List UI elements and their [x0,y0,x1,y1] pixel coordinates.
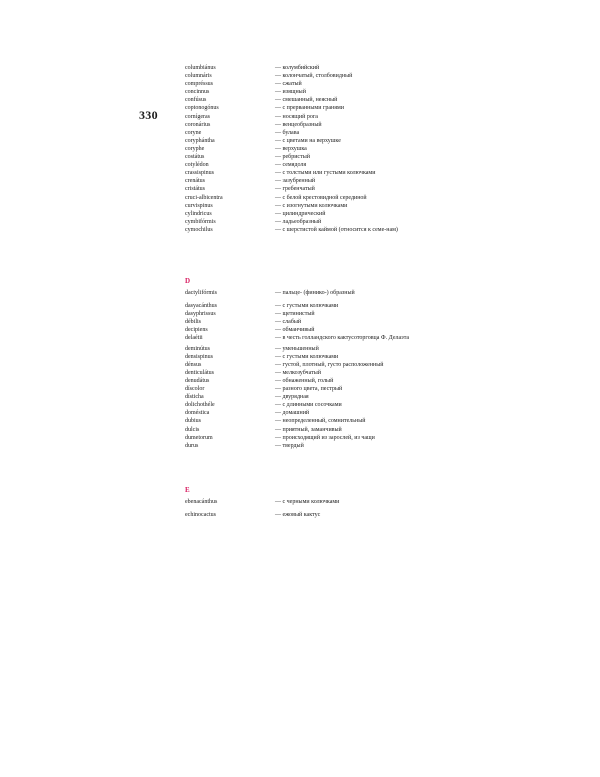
section-letter: D [185,277,191,285]
latin-term: dumetorum [185,434,213,441]
translation: — колумбийский [275,65,320,71]
dictionary-entry [185,72,425,80]
latin-term: ebenacánthus [185,499,218,505]
translation: — обнаженный, голый [275,377,334,384]
translation: — обманчивый [275,327,315,334]
latin-term: cristátus [185,186,205,193]
translation: — с густыми колючками [275,353,339,360]
dictionary-entry [185,202,425,210]
latin-term: columnáris [185,73,212,80]
section-c [185,64,425,234]
latin-term: curvispinus [185,202,213,209]
latin-term: débilis [185,319,201,326]
latin-term: dasyacánthus [185,303,217,310]
translation: — двурядная [275,394,309,401]
translation: — происходящий из зарослей, из чащи [275,434,375,441]
latin-term: coptonogónus [185,105,219,112]
dictionary-entry [185,498,425,506]
latin-term: cylindricus [185,210,212,217]
latin-term: densispinus [185,353,214,360]
translation: — с густыми колючками [275,303,339,310]
dictionary-entry [185,104,425,112]
dictionary-entry [185,80,425,88]
dictionary-entry [185,377,425,385]
translation: — с толстыми или густыми колючками [275,170,376,177]
latin-term: dénsus [185,361,202,368]
dictionary-entry [185,442,425,450]
latin-term: coronárius [185,121,211,128]
translation: — зазубренный [275,178,316,185]
translation: — семядоля [275,162,307,169]
dictionary-entry [185,409,425,417]
latin-term: coryne [185,129,202,136]
dictionary-entry [185,334,425,342]
translation: — изящный [275,89,306,96]
latin-term: dasyphrissus [185,311,216,318]
dictionary-entry [185,226,425,234]
section-letter: E [185,486,190,494]
dictionary-entry [185,426,425,434]
dictionary-entry [185,129,425,137]
translation: — щетинистый [275,311,315,318]
translation: — смешанный, неясный [275,97,338,104]
dictionary-entry [185,369,425,377]
dictionary-entry [185,64,425,72]
section-d [185,277,425,450]
translation: — уменьшенный [275,345,319,352]
latin-term: dubius [185,418,202,425]
latin-term: denudátus [185,377,210,384]
dictionary-entry [185,326,425,334]
latin-term: dactylifórmis [185,290,217,296]
latin-term: cymochilus [185,226,213,233]
dictionary-entry [185,401,425,409]
dictionary-entry [185,434,425,442]
translation: — мелкозубчатый [275,369,321,376]
translation: — цилиндрический [275,210,326,217]
dictionary-entry [185,361,425,369]
dictionary-entry [185,194,425,202]
latin-term: dolichothéle [185,402,215,409]
translation: — гребенчатый [275,186,315,193]
translation: — венцеобразный [275,121,322,128]
translation: — с шерстистой каймой (относится к семе-нам) [275,226,398,233]
translation: — с цветами на верхушке [275,137,341,144]
dictionary-entry [185,345,425,353]
translation: — приятный, заманчивый [275,426,342,433]
translation: — в честь голландского кактусоторговца Ф. Делаэта [275,335,410,342]
dictionary-entry [185,511,425,519]
translation: — разного цвета, пестрый [275,386,343,393]
translation: — с прерванными гранями [275,105,345,112]
latin-term: costátus [185,154,205,161]
dictionary-entry [185,137,425,145]
latin-term: cruci-albicentra [185,194,223,201]
latin-term: compréssus [185,81,213,88]
section-e [185,486,425,519]
dictionary-entry [185,385,425,393]
dictionary-entry [185,289,425,297]
translation: — слабый [275,319,302,326]
latin-term: durus [185,442,199,449]
dictionary-entry [185,318,425,326]
translation: — ежовый кактус [275,512,321,519]
dictionary-entry [185,302,425,310]
dictionary-entry [185,218,425,226]
translation: — густой, плотный, густо расположенный [275,361,384,368]
latin-term: cornígeras [185,113,210,120]
dictionary-entry [185,88,425,96]
latin-term: deminútus [185,345,210,352]
dictionary-entry [185,185,425,193]
translation: — булава [275,129,300,136]
translation: — с длинными сосочками [275,402,342,409]
dictionary-entry [185,417,425,425]
dictionary-entry [185,121,425,129]
dictionary-entry [185,169,425,177]
dictionary-entry [185,353,425,361]
latin-term: crassispinus [185,170,214,177]
latin-term: cymbifórmis [185,218,216,225]
translation: — верхушка [275,145,307,152]
translation: — ладьеобразный [275,218,322,225]
latin-term: columbiánus [185,65,216,71]
dictionary-entry [185,393,425,401]
latin-term: decipiens [185,327,208,334]
dictionary-entry [185,153,425,161]
latin-term: cotylédon [185,162,209,169]
dictionary-entry [185,177,425,185]
dictionary-entry [185,113,425,121]
translation: — с изогнутыми колючками [275,202,348,209]
dictionary-entry [185,96,425,104]
translation: — неопределенный, сомнительный [275,418,366,425]
dictionary-entry [185,210,425,218]
translation: — ребристый [275,154,310,161]
translation: — сжатый [275,81,302,88]
translation: — носящий рога [275,113,318,120]
translation: — пальце- (финико-) образный [275,290,355,296]
translation: — твердый [275,442,304,449]
latin-term: concinnus [185,89,210,96]
latin-term: denticulátus [185,369,214,376]
latin-term: delaétii [185,335,203,342]
translation: — с черными колючками [275,499,340,505]
translation: — колончатый, столбовидный [275,73,353,80]
latin-term: dulcis [185,426,200,433]
latin-term: crenátus [185,178,205,185]
translation: — домашний [275,410,310,417]
dictionary-entry [185,310,425,318]
dictionary-entry [185,161,425,169]
latin-term: coryphántha [185,137,215,144]
latin-term: díscolor [185,386,205,393]
latin-term: confúsus [185,97,207,104]
page-number: 330 [139,108,158,122]
dictionary-entry [185,145,425,153]
latin-term: doméstica [185,410,210,417]
latin-term: coryphe [185,145,205,152]
latin-term: dísticha [185,394,204,401]
translation: — с белой крестовидной серединой [275,194,367,201]
latin-term: echinocactus [185,512,216,519]
